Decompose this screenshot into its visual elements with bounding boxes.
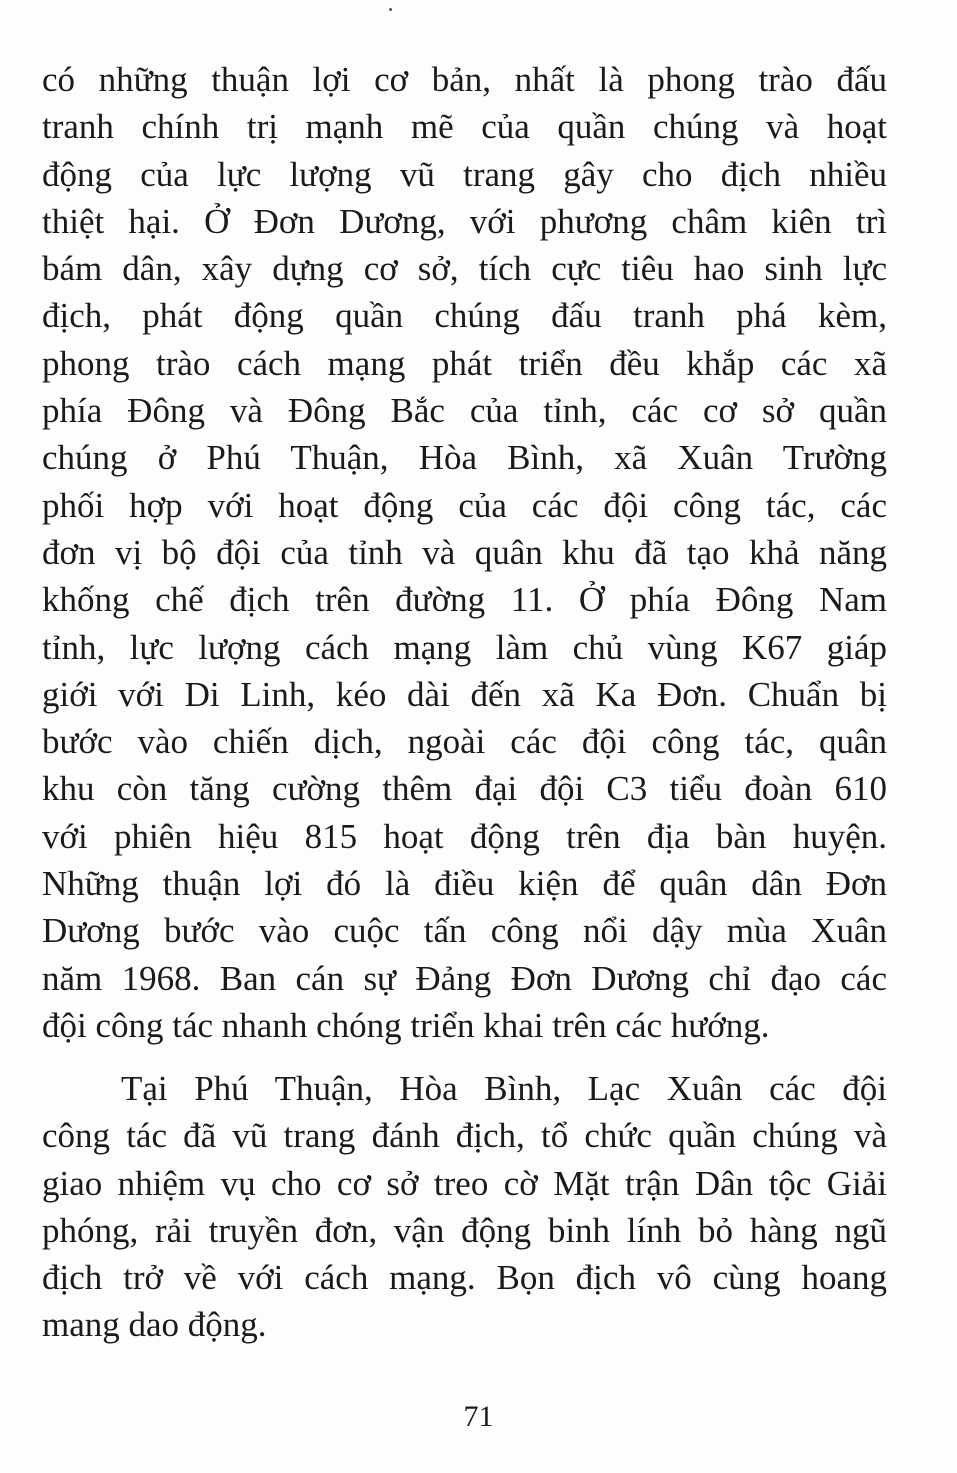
text-line: động của lực lượng vũ trang gây cho địch nhiều — [42, 154, 887, 194]
text-line: khu còn tăng cường thêm đại đội C3 tiểu đoàn 610 — [42, 769, 887, 809]
text-line: phối hợp với hoạt động của các đội công tác, các — [42, 485, 887, 525]
text-line: có những thuận lợi cơ bản, nhất là phong trào đấu — [42, 60, 887, 99]
paragraph-2 — [42, 1065, 887, 1349]
text-line: năm 1968. Ban cán sự Đảng Đơn Dương chỉ đạo các — [42, 958, 887, 998]
scan-speck — [389, 8, 392, 11]
text-line: giới với Di Linh, kéo dài đến xã Ka Đơn. Chuẩn bị — [42, 674, 887, 714]
text-line: tranh chính trị mạnh mẽ của quần chúng và hoạt — [42, 107, 887, 147]
text-line: phía Đông và Đông Bắc của tỉnh, các cơ sở quần — [42, 391, 887, 431]
text-line: Những thuận lợi đó là điều kiện để quân dân Đơn — [42, 864, 887, 904]
text-line: đội công tác nhanh chóng triển khai trên các hướng. — [42, 1005, 770, 1045]
text-line: phong trào cách mạng phát triển đều khắp các xã — [42, 343, 887, 383]
text-line: chúng ở Phú Thuận, Hòa Bình, xã Xuân Trường — [42, 438, 887, 478]
text-line: thiệt hại. Ở Đơn Dương, với phương châm kiên trì — [42, 201, 887, 241]
text-line: đơn vị bộ đội của tỉnh và quân khu đã tạo khả năng — [42, 532, 887, 572]
text-line: địch, phát động quần chúng đấu tranh phá kèm, — [42, 296, 887, 336]
text-line: với phiên hiệu 815 hoạt động trên địa bàn huyện. — [42, 816, 887, 856]
text-line: phóng, rải truyền đơn, vận động binh lính bỏ hàng ngũ — [42, 1210, 887, 1250]
text-line: công tác đã vũ trang đánh địch, tổ chức quần chúng và — [42, 1116, 887, 1156]
page-number: 71 — [463, 1400, 494, 1433]
text-line: tỉnh, lực lượng cách mạng làm chủ vùng K67 giáp — [42, 627, 887, 667]
text-line: Dương bước vào cuộc tấn công nổi dậy mùa Xuân — [42, 911, 887, 951]
text-line: bước vào chiến dịch, ngoài các đội công tác, quân — [42, 722, 887, 762]
text-line: Tại Phú Thuận, Hòa Bình, Lạc Xuân các đội — [121, 1069, 887, 1108]
text-line: giao nhiệm vụ cho cơ sở treo cờ Mặt trận Dân tộc Giải — [42, 1163, 887, 1203]
text-line: địch trở về với cách mạng. Bọn địch vô cùng hoang — [42, 1258, 887, 1298]
text-line: khống chế địch trên đường 11. Ở phía Đông Nam — [42, 580, 887, 620]
text-line: bám dân, xây dựng cơ sở, tích cực tiêu hao sinh lực — [42, 249, 887, 289]
text-line: mang dao động. — [42, 1305, 267, 1345]
paragraph-1 — [42, 56, 887, 1049]
